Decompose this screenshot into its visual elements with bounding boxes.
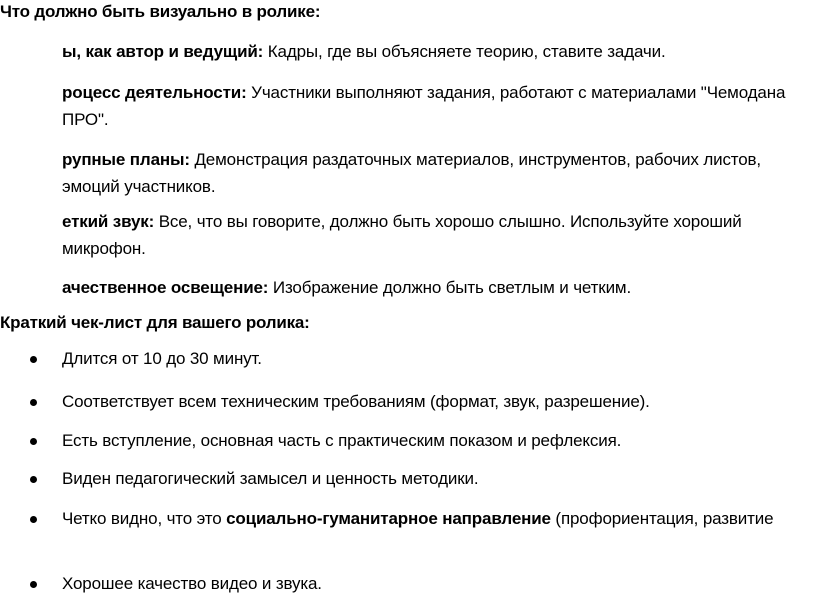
item-text: Кадры, где вы объясняете теорию, ставите задачи.: [263, 42, 666, 61]
checklist-item: [30, 389, 816, 415]
visual-item-sound: [62, 208, 814, 262]
bullet-dot-icon: [30, 438, 37, 445]
item-label: ы, как автор и ведущий:: [62, 42, 264, 61]
visual-item-author: [62, 38, 814, 65]
checklist-text-start: Четко видно, что это: [62, 509, 227, 528]
item-label: ачественное освещение:: [62, 278, 269, 297]
bullet-dot-icon: [30, 516, 37, 523]
bullet-dot-icon: [30, 399, 37, 406]
visual-item-lighting: [62, 274, 814, 301]
checklist-item: [30, 346, 816, 372]
visual-item-closeups: [62, 146, 814, 200]
visual-item-process: [62, 79, 814, 133]
checklist-item: [30, 571, 816, 597]
item-text: Демонстрация раздаточных материалов, инструментов, рабочих листов, эмоций участников.: [62, 150, 761, 196]
bullet-dot-icon: [30, 356, 37, 363]
item-label: еткий звук:: [62, 212, 155, 231]
checklist-item: [30, 466, 816, 492]
checklist-text: Виден педагогический замысел и ценность методики.: [62, 469, 479, 488]
checklist-text: Есть вступление, основная часть с практическим показом и рефлексия.: [62, 431, 622, 450]
item-label: рупные планы:: [62, 150, 190, 169]
checklist-text: Соответствует всем техническим требованиям (формат, звук, разрешение).: [62, 392, 650, 411]
checklist-text: Хорошее качество видео и звука.: [62, 574, 322, 593]
checklist-item: [30, 428, 816, 454]
checklist-item: [30, 506, 816, 532]
item-text: Участники выполняют задания, работают с материалами "Чемодана ПРО".: [62, 83, 786, 129]
bullet-dot-icon: [30, 476, 37, 483]
checklist-text: [62, 506, 773, 532]
item-text: Изображение должно быть светлым и четким.: [268, 278, 632, 297]
item-text: Все, что вы говорите, должно быть хорошо слышно. Используйте хороший микрофон.: [62, 212, 742, 258]
section-heading-checklist: Краткий чек-лист для вашего ролика:: [0, 313, 310, 332]
checklist-text: Длится от 10 до 30 минут.: [62, 349, 262, 368]
section-heading-visual: Что должно быть визуально в ролике:: [0, 2, 321, 21]
bullet-dot-icon: [30, 581, 37, 588]
checklist-text-end: (профориентация, развитие: [550, 509, 774, 528]
checklist-text-bold: социально-гуманитарное направление: [226, 509, 551, 528]
item-label: роцесс деятельности:: [62, 83, 247, 102]
